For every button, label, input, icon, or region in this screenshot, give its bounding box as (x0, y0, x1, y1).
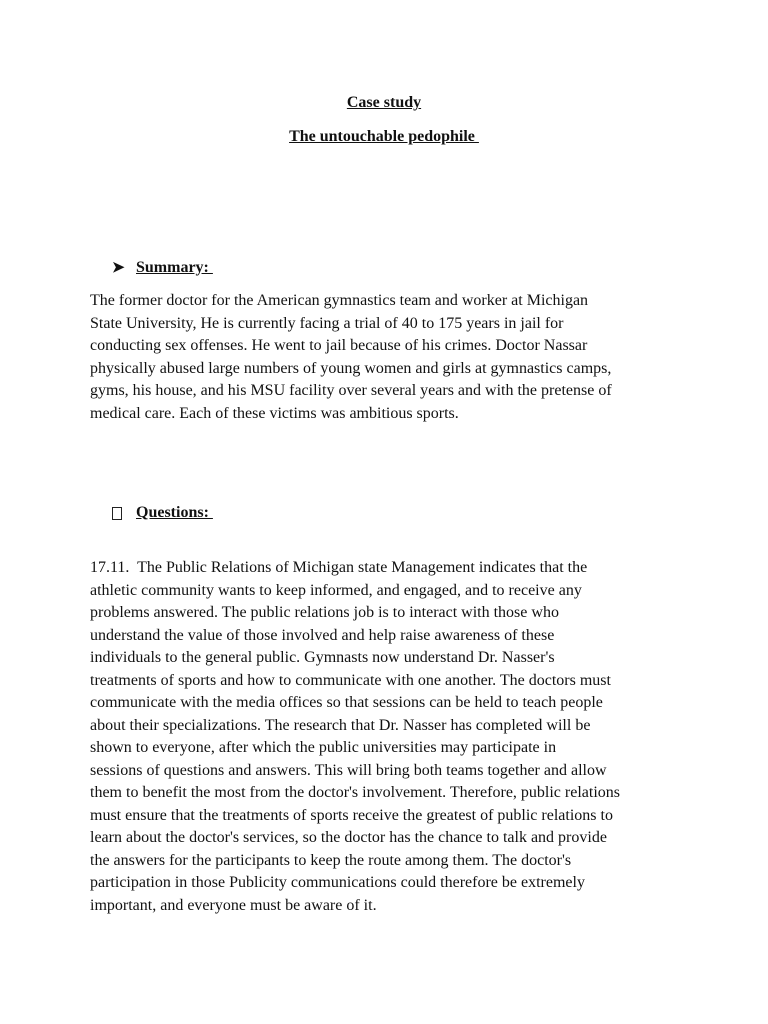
questions-line: must ensure that the treatments of sports receive the greatest of public relations to (90, 806, 613, 824)
summary-line: The former doctor for the American gymnastics team and worker at Michigan (90, 292, 589, 309)
questions-line: them to benefit the most from the doctor's involvement. Therefore, public relations (90, 784, 620, 801)
questions-line: important, and everyone must be aware of it. (90, 896, 377, 914)
summary-heading-label: Summary: (136, 258, 213, 276)
questions-line: individuals to the general public. Gymnasts now understand Dr. Nasser's (90, 649, 555, 666)
questions-line: athletic community wants to keep informed, and engaged, and to receive any (90, 581, 582, 599)
document-title: Case study (346, 94, 422, 111)
questions-heading (112, 504, 213, 522)
questions-line: understand the value of those involved and help raise awareness of these (90, 626, 555, 644)
summary-line: State University, He is currently facing a trial of 40 to 175 years in jail for (90, 314, 564, 332)
questions-line: learn about the doctor's services, so the doctor has the chance to talk and provide (90, 829, 607, 846)
document-subtitle: The untouchable pedophile (289, 128, 479, 145)
questions-line: the answers for the participants to keep the route among them. The doctor's (90, 851, 572, 869)
questions-line: shown to everyone, after which the public universities may participate in (90, 739, 557, 756)
questions-line: treatments of sports and how to communicate with one another. The doctors must (90, 671, 611, 689)
summary-line: physically abused large numbers of young women and girls at gymnastics camps, (90, 359, 612, 377)
questions-line: problems answered. The public relations job is to interact with those who (90, 604, 559, 621)
arrow-bullet-icon: ➤ (112, 260, 125, 276)
questions-paragraph (90, 557, 690, 917)
questions-line: participation in those Publicity communications could therefore be extremely (90, 874, 585, 891)
summary-line: medical care. Each of these victims was ambitious sports. (90, 404, 459, 422)
questions-line: communicate with the media offices so that sessions can be held to teach people (90, 694, 603, 711)
questions-line: 17.11. The Public Relations of Michigan state Management indicates that the (90, 559, 588, 576)
summary-paragraph (90, 290, 690, 425)
questions-line: about their specializations. The research that Dr. Nasser has completed will be (90, 716, 591, 734)
summary-heading (112, 258, 213, 277)
summary-line: conducting sex offenses. He went to jail because of his crimes. Doctor Nassar (90, 337, 588, 354)
questions-line: sessions of questions and answers. This will bring both teams together and allow (90, 761, 607, 779)
box-bullet-icon (112, 507, 122, 520)
summary-line: gyms, his house, and his MSU facility over several years and with the pretense of (90, 382, 612, 399)
questions-heading-label: Questions: (136, 504, 213, 521)
